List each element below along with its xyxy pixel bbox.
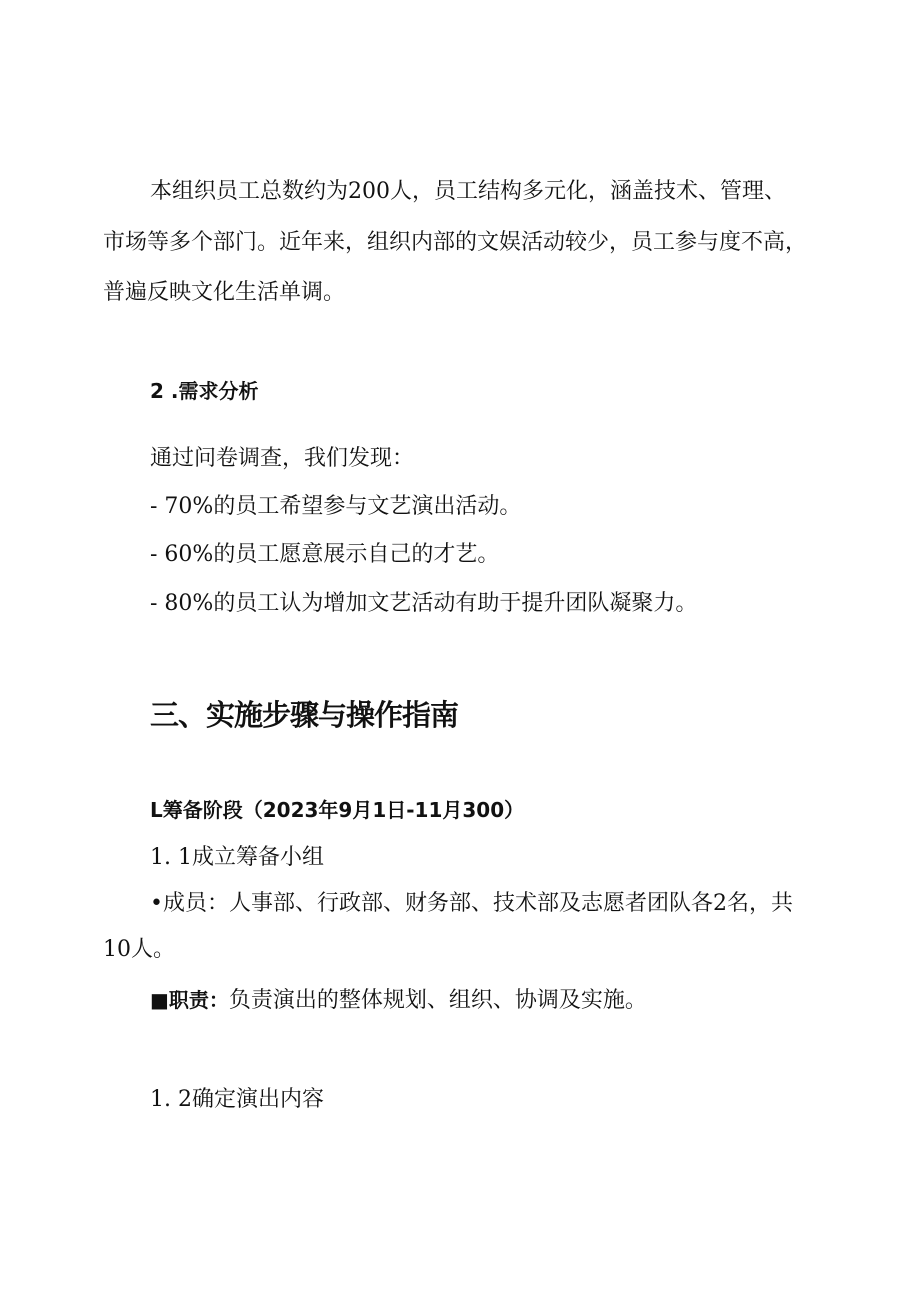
members-line-1: •成员：人事部、行政部、财务部、技术部及志愿者团队各2名，共 bbox=[150, 891, 793, 916]
survey-intro: 通过问卷调查，我们发现： bbox=[150, 446, 415, 471]
members-line-2: 10人。 bbox=[103, 937, 175, 962]
section-three-heading: 三、实施步骤与操作指南 bbox=[150, 698, 459, 732]
intro-paragraph-line-2: 市场等多个部门。近年来，组织内部的文娱活动较少，员工参与度不高， bbox=[103, 230, 808, 255]
finding-item: - 70%的员工希望参与文艺演出活动。 bbox=[150, 494, 522, 519]
subsection-1-2: 1. 2确定演出内容 bbox=[150, 1087, 324, 1112]
subsection-1-1: 1. 1成立筹备小组 bbox=[150, 845, 324, 870]
finding-item: - 60%的员工愿意展示自己的才艺。 bbox=[150, 542, 500, 567]
intro-paragraph-line-3: 普遍反映文化生活单调。 bbox=[103, 280, 346, 305]
duty-label: ■职责： bbox=[150, 988, 229, 1012]
duty-text: 负责演出的整体规划、组织、协调及实施。 bbox=[228, 988, 647, 1013]
needs-analysis-heading: 2 .需求分析 bbox=[150, 379, 259, 403]
finding-item: - 80%的员工认为增加文艺活动有助于提升团队凝聚力。 bbox=[150, 591, 698, 616]
duty-line bbox=[150, 985, 647, 1016]
intro-paragraph-line-1: 本组织员工总数约为200人，员工结构多元化，涵盖技术、管理、 bbox=[150, 179, 786, 204]
preparation-phase-heading: L筹备阶段（2023年9月1日-11月300） bbox=[150, 798, 525, 822]
